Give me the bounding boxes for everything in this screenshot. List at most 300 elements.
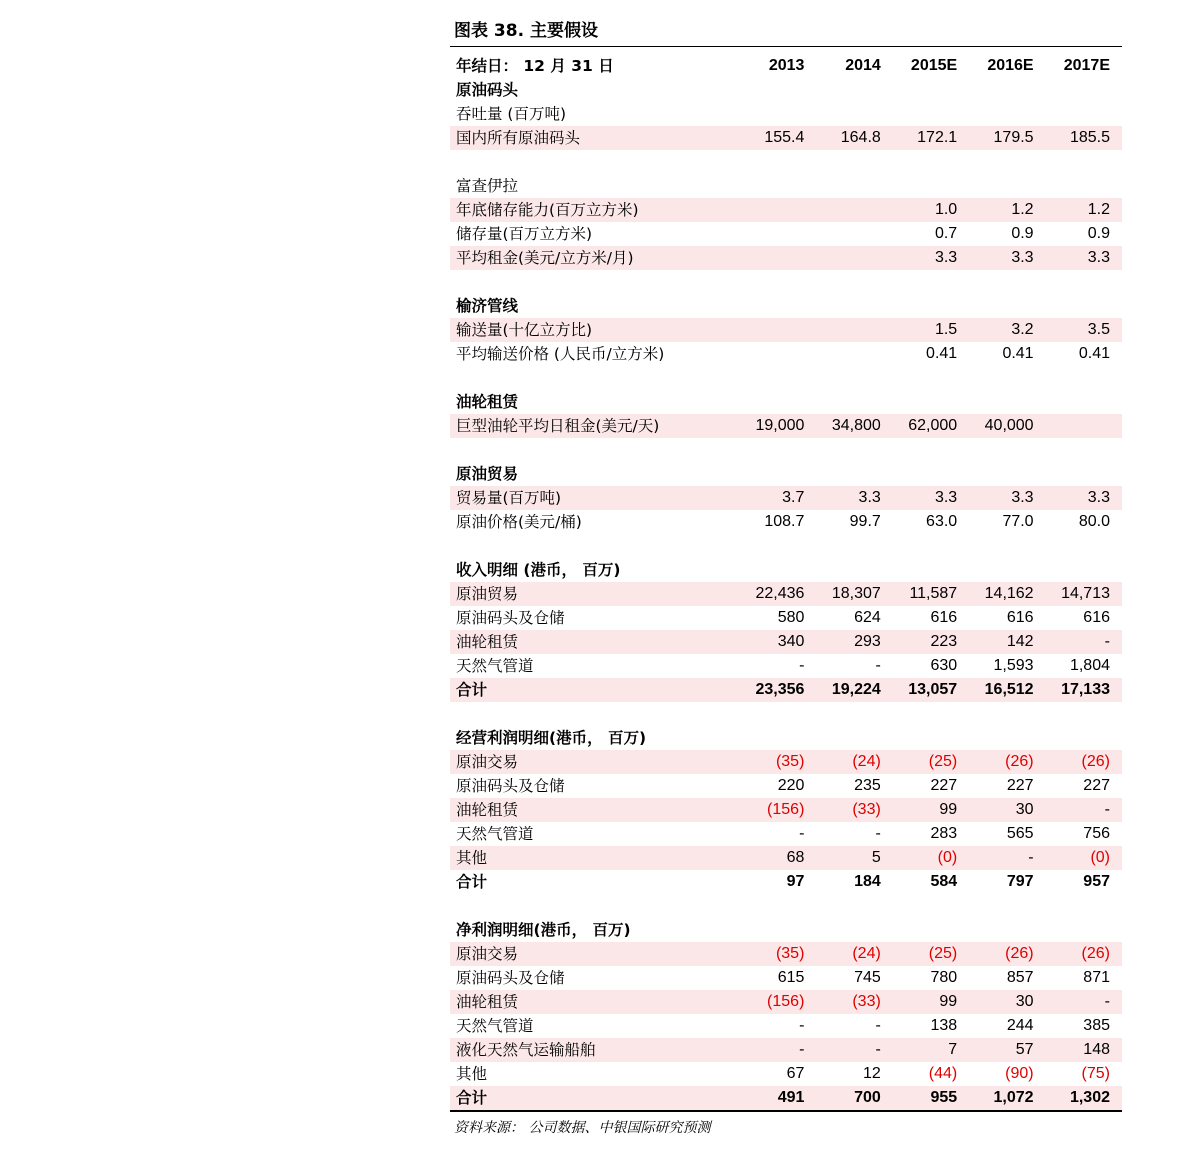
row-label: 年底储存能力(百万立方米) [450,198,740,222]
row-label: 天然气管道 [456,657,534,675]
row-label: 其他 [450,846,740,870]
cell-value: (156) [740,990,816,1014]
cell-value [816,918,892,942]
cell-value [740,534,816,558]
row-label: 其他 [456,1065,488,1083]
cell-value [969,270,1045,294]
cell-value [893,294,969,318]
cell-value [740,462,816,486]
cell-value: 283 [930,825,958,842]
cell-value [1046,366,1122,390]
cell-value [1046,150,1122,174]
cell-value: 164.8 [816,126,892,150]
table-row [450,1062,1122,1086]
row-label: 油轮租赁 [450,630,740,654]
table-row [450,630,1122,654]
cell-value [969,726,1045,750]
cell-value: 108.7 [764,513,805,530]
cell-value: 293 [816,630,892,654]
cell-value [740,342,816,366]
table-row [450,750,1122,774]
table-row [450,414,1122,438]
section-row [450,78,1122,102]
cell-value [816,534,892,558]
cell-value: (24) [816,750,892,774]
cell-value [893,174,969,198]
row-label: 收入明细 (港币， 百万) [456,561,621,579]
spacer-row [450,894,1122,918]
cell-value [1046,534,1122,558]
cell-value: (26) [1046,750,1122,774]
cell-value: 1.5 [893,318,969,342]
cell-value: 235 [854,777,881,794]
cell-value: (35) [740,750,816,774]
cell-value: (75) [1081,1065,1110,1082]
row-label: 原油交易 [450,750,740,774]
cell-value: 7 [893,1038,969,1062]
cell-value: 630 [930,657,958,674]
cell-value [740,246,816,270]
cell-value [740,702,816,726]
cell-value [816,198,892,222]
row-label: 油轮租赁 [456,393,519,411]
cell-value: 16,512 [969,678,1045,702]
table-row [450,942,1122,966]
row-label: 合计 [450,1086,740,1110]
table-row [450,1038,1122,1062]
cell-value [893,438,969,462]
cell-value: 14,162 [969,582,1045,606]
cell-value [740,438,816,462]
cell-value [893,366,969,390]
cell-value [816,294,892,318]
table-row [450,126,1122,150]
cell-value [816,726,892,750]
cell-value: (156) [740,798,816,822]
cell-value: 0.41 [1078,345,1110,362]
row-label: 经营利润明细(港币， 百万) [456,729,647,747]
row-label: 榆济管线 [456,297,519,315]
cell-value [893,702,969,726]
table-row [450,774,1122,798]
cell-value: 184 [854,873,881,890]
row-label [450,534,740,558]
row-label: 富查伊拉 [456,177,519,195]
table-row [450,318,1122,342]
table-body [450,78,1122,1110]
row-label: 巨型油轮平均日租金(美元/天) [450,414,740,438]
cell-value: 3.7 [740,486,816,510]
cell-value: 756 [1083,825,1110,842]
row-label: 原油贸易 [456,465,519,483]
section-row [450,1086,1122,1110]
header-year: 2013 [768,57,805,74]
cell-value [1046,558,1122,582]
row-label: 原油码头及仓储 [456,609,565,627]
cell-value: 99 [893,798,969,822]
spacer-row [450,534,1122,558]
cell-value [893,894,969,918]
cell-value [1046,918,1122,942]
bottom-rule [450,1110,1122,1112]
row-label [450,702,740,726]
table-row [450,342,1122,366]
cell-value: 40,000 [969,414,1045,438]
cell-value [893,534,969,558]
cell-value: 57 [969,1038,1045,1062]
cell-value [740,726,816,750]
section-row [450,678,1122,702]
cell-value: 185.5 [1046,126,1122,150]
cell-value [969,894,1045,918]
section-row [450,726,1122,750]
section-row [450,918,1122,942]
cell-value [969,558,1045,582]
cell-value: - [875,825,881,842]
header-label: 年结日： 12 月 31 日 [456,57,614,75]
cell-value: 1.2 [1046,198,1122,222]
cell-value: - [969,846,1045,870]
cell-value: 3.3 [1046,486,1122,510]
cell-value [816,390,892,414]
cell-value: - [740,1038,816,1062]
cell-value: 227 [930,777,958,794]
row-label: 国内所有原油码头 [450,126,740,150]
cell-value: 871 [1083,969,1110,986]
table-row [450,582,1122,606]
cell-value [740,558,816,582]
cell-value [1046,102,1122,126]
row-label: 天然气管道 [456,1017,534,1035]
cell-value [816,102,892,126]
cell-value [893,78,969,102]
cell-value: 0.7 [934,225,958,242]
cell-value [1046,702,1122,726]
cell-value [740,78,816,102]
cell-value: 1,804 [1069,657,1110,674]
cell-value [893,150,969,174]
cell-value: 138 [930,1017,958,1034]
table-row [450,486,1122,510]
cell-value [1046,390,1122,414]
cell-value: 1,593 [993,657,1034,674]
row-label: 合计 [456,873,488,891]
cell-value: 68 [740,846,816,870]
cell-value [816,342,892,366]
cell-value: 99.7 [849,513,881,530]
cell-value: 172.1 [893,126,969,150]
row-label: 净利润明细(港币， 百万) [456,921,631,939]
cell-value: - [816,1038,892,1062]
row-label: 液化天然气运输船舶 [450,1038,740,1062]
cell-value [969,174,1045,198]
cell-value: 0.9 [1011,225,1034,242]
cell-value: 77.0 [1002,513,1034,530]
cell-value: 580 [777,609,805,626]
cell-value: 3.3 [816,486,892,510]
table-row [450,654,1122,678]
cell-value [893,462,969,486]
cell-value: 34,800 [816,414,892,438]
cell-value: 5 [816,846,892,870]
row-label: 平均输送价格 (人民币/立方米) [456,345,665,363]
row-label [450,366,740,390]
table-row [450,174,1122,198]
cell-value: 616 [1083,609,1110,626]
cell-value [1046,270,1122,294]
cell-value: (33) [816,798,892,822]
cell-value: 19,000 [740,414,816,438]
cell-value [969,366,1045,390]
row-label [450,894,740,918]
cell-value: 3.3 [1046,246,1122,270]
cell-value: (25) [893,750,969,774]
cell-value [893,726,969,750]
cell-value: 30 [969,798,1045,822]
cell-value: 148 [1046,1038,1122,1062]
table-row [450,246,1122,270]
table-row [450,102,1122,126]
cell-value: 565 [1006,825,1034,842]
cell-value [1046,438,1122,462]
cell-value [893,102,969,126]
cell-value: 857 [1006,969,1034,986]
header-year: 2014 [845,57,881,74]
cell-value: (24) [816,942,892,966]
cell-value: 615 [777,969,805,986]
table-row [450,966,1122,990]
cell-value [969,534,1045,558]
cell-value: - [875,1017,881,1034]
cell-value: 142 [969,630,1045,654]
row-label: 贸易量(百万吨) [450,486,740,510]
cell-value [740,150,816,174]
cell-value [1046,174,1122,198]
spacer-row [450,270,1122,294]
cell-value [740,174,816,198]
cell-value: - [875,657,881,674]
header-row [450,54,1122,78]
cell-value: 0.9 [1087,225,1110,242]
cell-value: 780 [930,969,958,986]
cell-value [893,558,969,582]
cell-value [740,102,816,126]
cell-value: 97 [786,873,805,890]
cell-value [740,390,816,414]
cell-value [740,294,816,318]
table-row [450,222,1122,246]
row-label: 原油码头及仓储 [456,969,565,987]
cell-value: 3.3 [893,246,969,270]
section-row [450,462,1122,486]
cell-value: (26) [969,942,1045,966]
cell-value: 155.4 [740,126,816,150]
cell-value: (25) [893,942,969,966]
cell-value: 220 [777,777,805,794]
cell-value: - [1046,990,1122,1014]
cell-value: (35) [740,942,816,966]
section-row [450,294,1122,318]
cell-value: 99 [893,990,969,1014]
cell-value [1046,726,1122,750]
cell-value: 62,000 [893,414,969,438]
cell-value: 955 [893,1086,969,1110]
cell-value [740,918,816,942]
row-label: 天然气管道 [456,825,534,843]
cell-value: - [1046,630,1122,654]
cell-value [1046,78,1122,102]
cell-value [816,702,892,726]
cell-value: 3.5 [1046,318,1122,342]
cell-value: 80.0 [1078,513,1110,530]
cell-value [1046,894,1122,918]
cell-value: 22,436 [740,582,816,606]
cell-value: 3.3 [893,486,969,510]
cell-value [816,438,892,462]
cell-value: 30 [969,990,1045,1014]
row-label: 平均租金(美元/立方米/月) [450,246,740,270]
table-row [450,822,1122,846]
cell-value [816,366,892,390]
cell-value [969,390,1045,414]
cell-value: 11,587 [893,582,969,606]
cell-value: 19,224 [816,678,892,702]
cell-value: 12 [863,1065,881,1082]
header-year: 2017E [1063,57,1110,74]
figure-title: 图表 38. 主要假设 [454,21,598,41]
cell-value [740,198,816,222]
cell-value: 797 [1006,873,1034,890]
cell-value [969,294,1045,318]
row-label [450,438,740,462]
cell-value [893,270,969,294]
row-label: 原油码头及仓储 [456,777,565,795]
cell-value [816,174,892,198]
section-row [450,390,1122,414]
row-label: 油轮租赁 [450,798,740,822]
assumptions-table [450,54,1122,1110]
cell-value [969,918,1045,942]
row-label: 合计 [450,678,740,702]
table-row [450,846,1122,870]
cell-value: 3.3 [969,486,1045,510]
cell-value: 179.5 [969,126,1045,150]
spacer-row [450,702,1122,726]
cell-value [893,918,969,942]
cell-value [969,150,1045,174]
cell-value: 340 [740,630,816,654]
cell-value: 1,302 [1046,1086,1122,1110]
cell-value: 616 [1006,609,1034,626]
cell-value: (44) [928,1065,958,1082]
cell-value [816,150,892,174]
cell-value: 745 [854,969,881,986]
cell-value [740,318,816,342]
cell-value: 18,307 [816,582,892,606]
cell-value: 700 [816,1086,892,1110]
row-label: 原油交易 [450,942,740,966]
cell-value [1046,414,1122,438]
cell-value: (90) [1005,1065,1034,1082]
table-row [450,198,1122,222]
cell-value [969,462,1045,486]
section-row [450,558,1122,582]
cell-value: (0) [1046,846,1122,870]
cell-value: 1.2 [969,198,1045,222]
spacer-row [450,366,1122,390]
cell-value: - [799,1017,805,1034]
cell-value: 1.0 [893,198,969,222]
source-note: 资料来源： 公司数据、中银国际研究预测 [454,1120,711,1136]
cell-value [816,246,892,270]
row-label: 油轮租赁 [450,990,740,1014]
cell-value: (26) [969,750,1045,774]
cell-value: 491 [740,1086,816,1110]
cell-value: 13,057 [893,678,969,702]
cell-value: 23,356 [740,678,816,702]
cell-value: (33) [816,990,892,1014]
cell-value [816,78,892,102]
spacer-row [450,438,1122,462]
cell-value: 584 [930,873,958,890]
cell-value [816,270,892,294]
cell-value [969,438,1045,462]
cell-value: 63.0 [926,513,958,530]
row-label: 输送量(十亿立方比) [450,318,740,342]
cell-value: 0.41 [1002,345,1034,362]
cell-value [1046,294,1122,318]
header-year: 2015E [910,57,958,74]
row-label: 原油贸易 [450,582,740,606]
cell-value [740,894,816,918]
cell-value [969,102,1045,126]
cell-value: 17,133 [1046,678,1122,702]
cell-value: 227 [1083,777,1110,794]
cell-value: 1,072 [969,1086,1045,1110]
cell-value [1046,462,1122,486]
row-label: 吞吐量 (百万吨) [456,105,567,123]
cell-value: 3.2 [969,318,1045,342]
cell-value [816,318,892,342]
cell-value: 616 [930,609,958,626]
cell-value: 223 [893,630,969,654]
cell-value [816,558,892,582]
section-row [450,870,1122,894]
cell-value: 3.3 [969,246,1045,270]
cell-value: 67 [786,1065,805,1082]
row-label: 原油价格(美元/桶) [456,513,582,531]
cell-value [740,222,816,246]
cell-value: 227 [1006,777,1034,794]
top-rule [450,46,1122,47]
cell-value: 957 [1083,873,1110,890]
cell-value [969,702,1045,726]
spacer-row [450,150,1122,174]
table-row [450,990,1122,1014]
cell-value: 244 [1006,1017,1034,1034]
cell-value: - [799,657,805,674]
table-row [450,510,1122,534]
row-label: 储存量(百万立方米) [456,225,593,243]
row-label [450,150,740,174]
cell-value [816,462,892,486]
cell-value: (26) [1046,942,1122,966]
cell-value: (0) [893,846,969,870]
cell-value [816,222,892,246]
table-row [450,798,1122,822]
row-label [450,270,740,294]
row-label: 原油码头 [456,81,519,99]
